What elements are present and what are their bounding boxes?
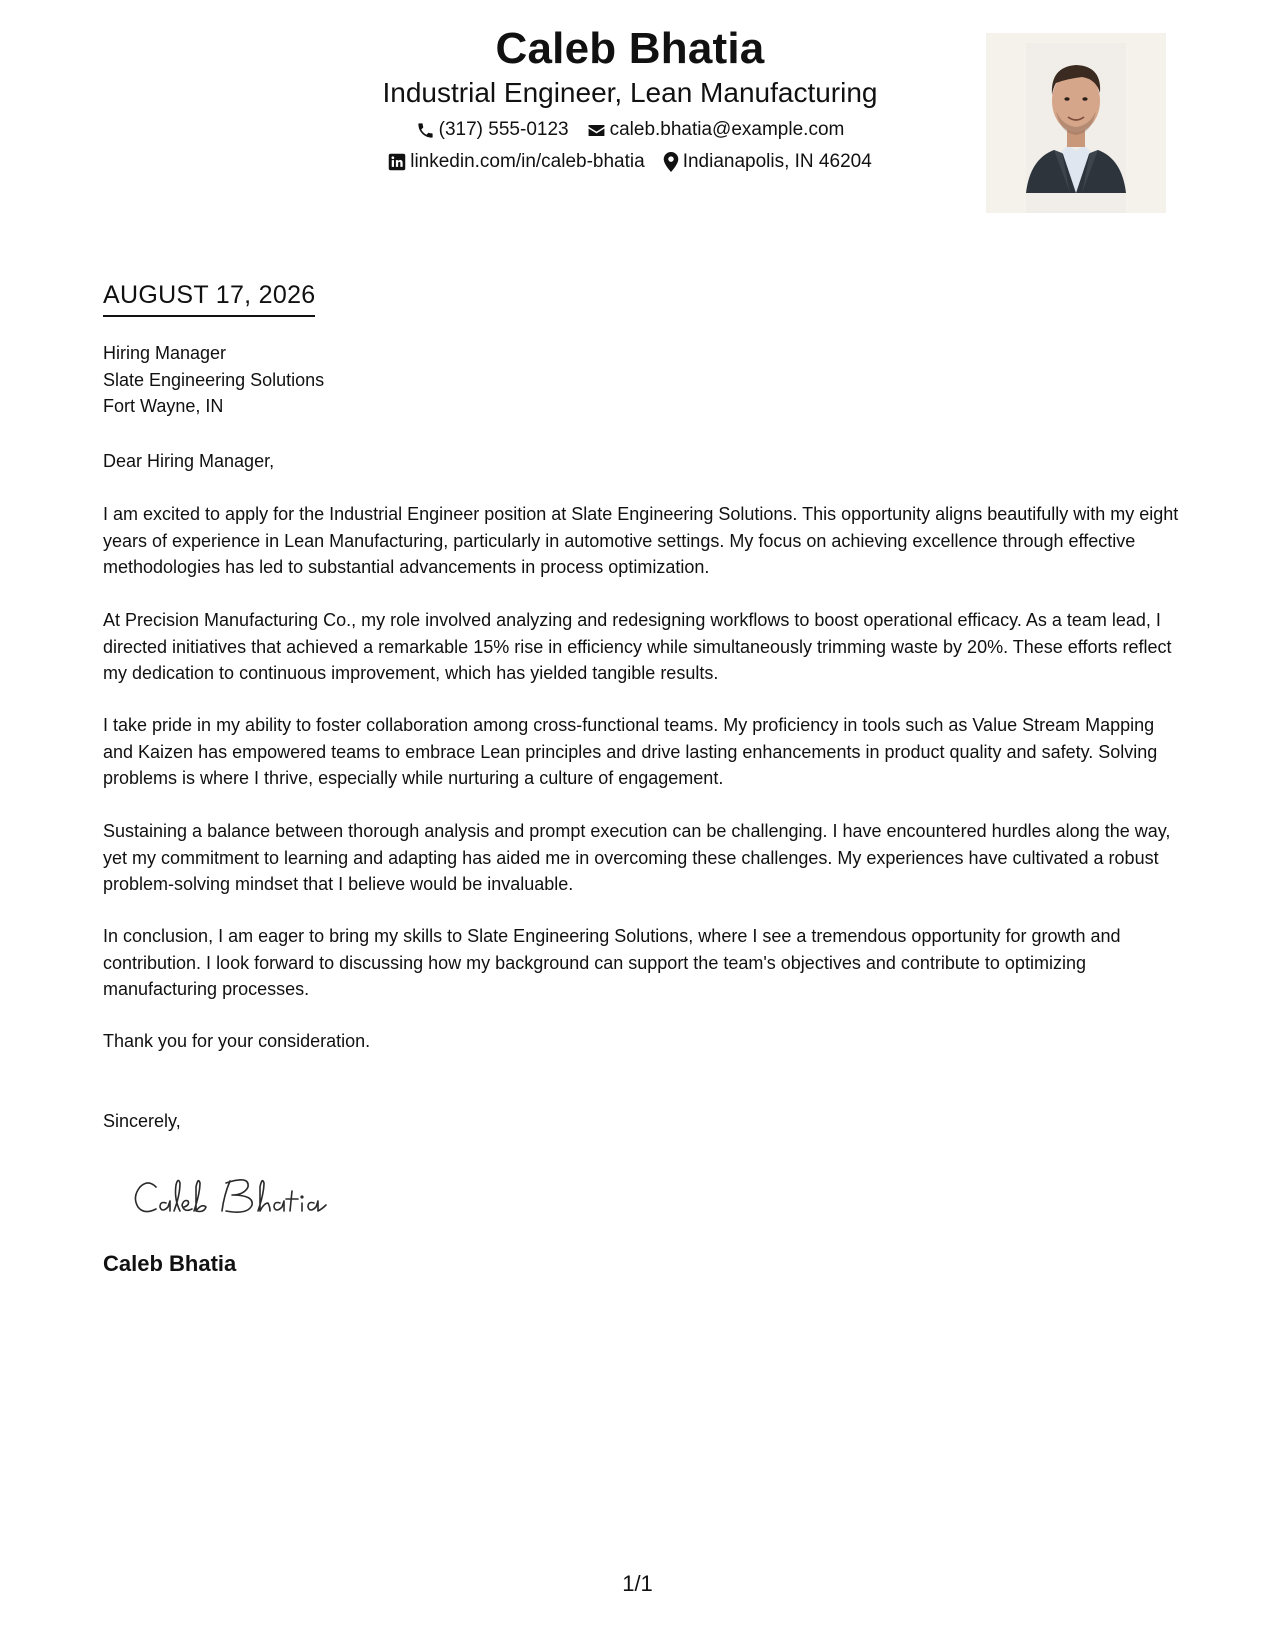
closing-line: Sincerely, <box>103 1111 181 1131</box>
location-text: Indianapolis, IN 46204 <box>682 151 872 172</box>
thanks-line: Thank you for your consideration. <box>103 1031 371 1051</box>
body-paragraph: I am excited to apply for the Industrial Engineer position at Slate Engineering Solutions. This opportunity aligns beautifully with my eight years of experience in Lean Manufacturing, particularly in automotive settings. My focus on achieving excellence through effective methodologies has led to substantial advancements in process optimization. <box>103 504 1179 577</box>
linkedin-icon <box>388 153 406 171</box>
recipient-company: Slate Engineering Solutions <box>103 369 325 390</box>
phone-icon <box>416 121 435 140</box>
letter-date: AUGUST 17, 2026 <box>103 279 315 317</box>
envelope-icon <box>587 121 606 140</box>
applicant-title: Industrial Engineer, Lean Manufacturing <box>382 77 878 108</box>
profile-photo <box>986 33 1166 213</box>
contact-linkedin[interactable] <box>388 150 644 174</box>
handwritten-signature <box>130 1165 350 1225</box>
signature-name: Caleb Bhatia <box>103 1251 237 1276</box>
contact-location <box>663 150 872 174</box>
applicant-name: Caleb Bhatia <box>495 24 765 73</box>
map-pin-icon <box>663 152 679 172</box>
contact-email[interactable] <box>587 118 845 142</box>
phone-number: (317) 555-0123 <box>438 119 569 140</box>
page-number: 1/1 <box>622 1571 653 1596</box>
salutation: Dear Hiring Manager, <box>103 451 275 471</box>
contact-phone[interactable] <box>416 118 569 142</box>
contact-row-1 <box>260 118 1000 142</box>
recipient-block <box>103 340 1183 420</box>
body-paragraph: At Precision Manufacturing Co., my role involved analyzing and redesigning workflows to boost operational efficacy. As a team lead, I directed initiatives that achieved a remarkable 15% rise in efficiency while simultaneously trimming waste by 20%. These efforts reflect my dedication to continuous improvement, which has yielded tangible results. <box>103 610 1172 683</box>
recipient-name: Hiring Manager <box>103 343 227 363</box>
linkedin-url: linkedin.com/in/caleb-bhatia <box>410 151 645 172</box>
body-paragraph: I take pride in my ability to foster collaboration among cross-functional teams. My proficiency in tools such as Value Stream Mapping and Kaizen has empowered teams to embrace Lean principles and drive lasting enhancements in product quality and safety. Solving problems is where I thrive, especially while nurturing a culture of engagement. <box>103 715 1158 788</box>
email-address: caleb.bhatia@example.com <box>609 119 845 140</box>
contact-row-2 <box>260 150 1000 174</box>
recipient-location: Fort Wayne, IN <box>103 396 224 416</box>
body-paragraph: In conclusion, I am eager to bring my skills to Slate Engineering Solutions, where I see a tremendous opportunity for growth and contribution. I look forward to discussing how my background can support the team's objectives and contribute to optimizing manufacturing processes. <box>103 926 1121 999</box>
body-paragraph: Sustaining a balance between thorough analysis and prompt execution can be challenging. I have encountered hurdles along the way, yet my commitment to learning and adapting has aided me in overcoming these challenges. My experiences have cultivated a robust problem-solving mindset that I believe would be invaluable. <box>103 821 1171 894</box>
letter-header <box>260 22 1000 174</box>
